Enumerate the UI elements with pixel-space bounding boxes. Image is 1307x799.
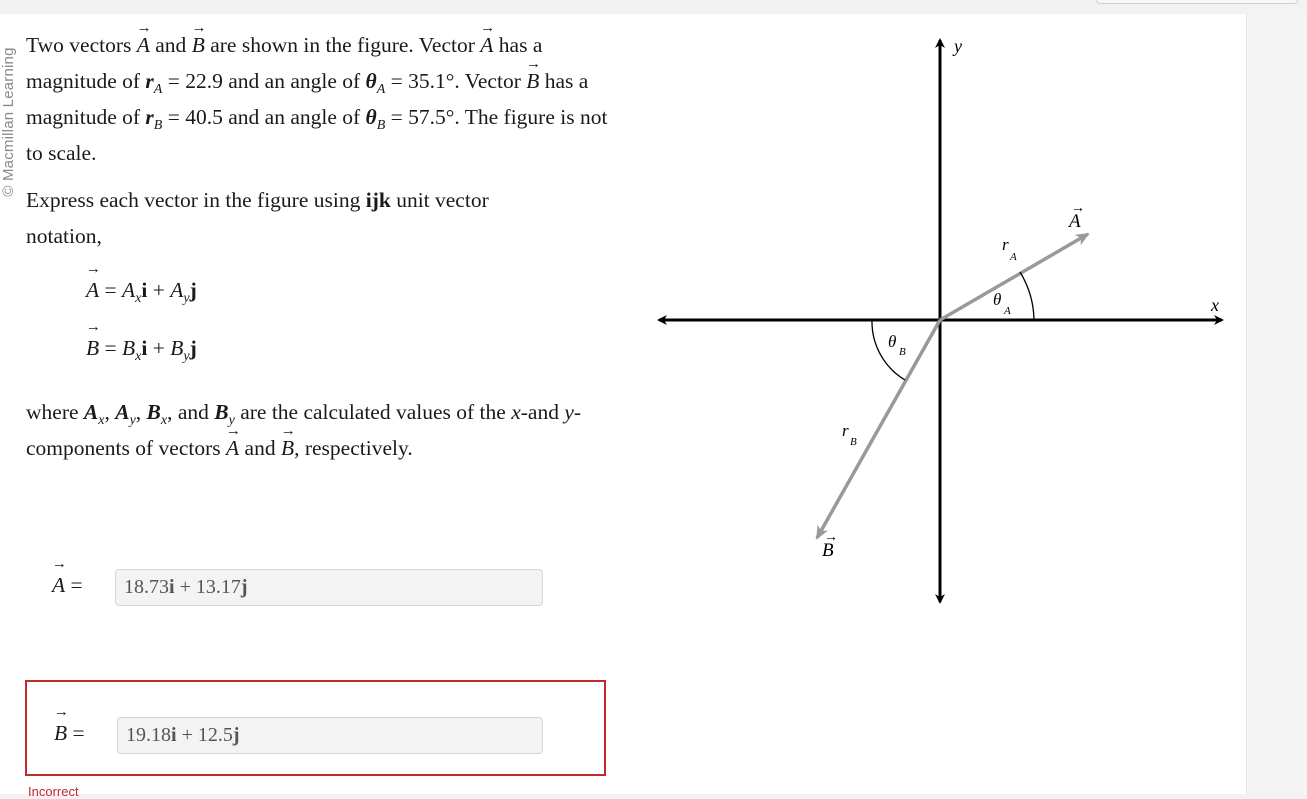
- problem-statement: Two vectors → A and → B are shown in the figure. Vector → A has a magnitude of $r_A = 22.9$ and an angle of $\theta_A = 35.1^\circ$. Vector → B has a magnitude of $r_B = 40.5$ and an angle of $\theta_B = 57.5^\circ$. The figure is not to scale.: [26, 27, 616, 171]
- answer-a-label: → A =: [52, 573, 83, 598]
- magnitude-a-label: r: [1002, 235, 1009, 254]
- vector-a-arrow: [940, 234, 1088, 320]
- x-axis-label: x: [1211, 295, 1219, 315]
- theta-b-sub: B: [899, 346, 906, 358]
- vector-b-label: B: [822, 540, 834, 561]
- vector-a-arrow-glyph: →: [1071, 199, 1085, 215]
- magnitude-a-sub: A: [1010, 251, 1017, 263]
- y-axis-label: y: [954, 36, 962, 56]
- theta-a-label: θ: [993, 290, 1002, 309]
- vector-b-arrow-glyph: →: [824, 528, 838, 544]
- vector-b-arrow: [817, 320, 940, 538]
- copyright-text: © Macmillan Learning: [0, 47, 17, 197]
- instruction-text: Express each vector in the figure using ijk unit vector notation,: [26, 188, 489, 248]
- answer-b-label: → B =: [54, 721, 85, 746]
- magnitude-b-label: r: [842, 421, 849, 440]
- vector-a-label: A: [1069, 211, 1081, 232]
- explanation-text: where $A_x$, $A_y$, $B_x$, and $B_y$ are the calculated values of the x-and y-components of vectors → A and → B, respectively.: [26, 394, 606, 466]
- theta-a-arc: [1020, 272, 1034, 320]
- equation-a: → $A = A_xi + A_yj$: [86, 278, 197, 303]
- equation-b: → $B = B_xi + B_yj$: [86, 336, 197, 361]
- theta-b-label: θ: [888, 332, 897, 351]
- answer-b-input[interactable]: 19.18i + 12.5j: [117, 717, 543, 754]
- incorrect-status: Incorrect: [28, 784, 79, 799]
- theta-a-sub: A: [1004, 305, 1011, 317]
- magnitude-b-sub: B: [850, 436, 857, 448]
- answer-a-input[interactable]: 18.73i + 13.17j: [115, 569, 543, 606]
